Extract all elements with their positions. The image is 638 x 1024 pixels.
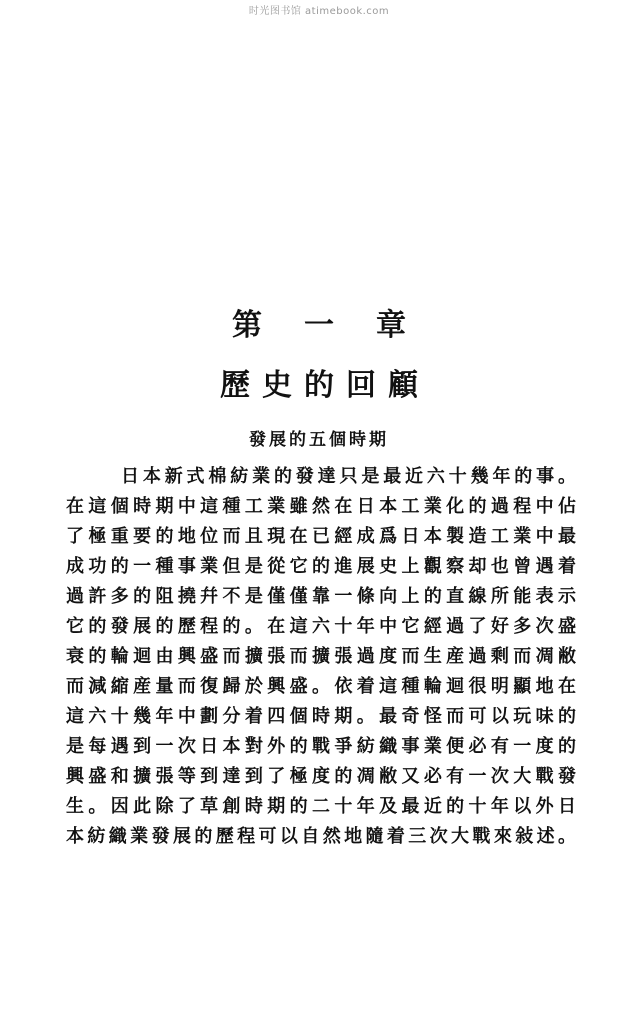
- body-line: 了極重要的地位而且現在已經成爲日本製造工業中最: [66, 526, 576, 547]
- body-line: 衰的輪迴由興盛而擴張而擴張過度而生産過剩而凋敝: [66, 646, 576, 667]
- chapter-title: 歷史的回顧: [220, 368, 430, 403]
- body-line: 是每遇到一次日本對外的戰爭紡織事業便必有一度的: [66, 736, 576, 757]
- body-line: 日本新式棉紡業的發達只是最近六十幾年的事。: [121, 466, 576, 487]
- body-text: [66, 462, 576, 852]
- body-line: 興盛和擴張等到達到了極度的凋敝又必有一次大戰發: [66, 766, 576, 787]
- body-line: 本紡織業發展的歷程可以自然地隨着三次大戰來敍述。: [66, 826, 576, 847]
- chapter-heading: 第一章: [232, 308, 448, 343]
- body-line: 這六十幾年中劃分着四個時期。最奇怪而可以玩味的: [66, 706, 576, 727]
- watermark-text: 时光图书馆 atimebook.com: [248, 6, 390, 17]
- body-line: 它的發展的歷程的。在這六十年中它經過了好多次盛: [66, 616, 576, 637]
- body-line: 成功的一種事業但是從它的進展史上觀察却也曾遇着: [66, 556, 576, 577]
- section-subtitle: 發展的五個時期: [249, 430, 389, 450]
- body-line: 生。因此除了草創時期的二十年及最近的十年以外日: [66, 796, 576, 817]
- body-line: 而減縮産量而復歸於興盛。依着這種輪迴很明顯地在: [66, 676, 576, 697]
- body-line: 過許多的阻撓幷不是僅僅靠一條向上的直線所能表示: [66, 586, 576, 607]
- body-line: 在這個時期中這種工業雖然在日本工業化的過程中佔: [66, 496, 576, 517]
